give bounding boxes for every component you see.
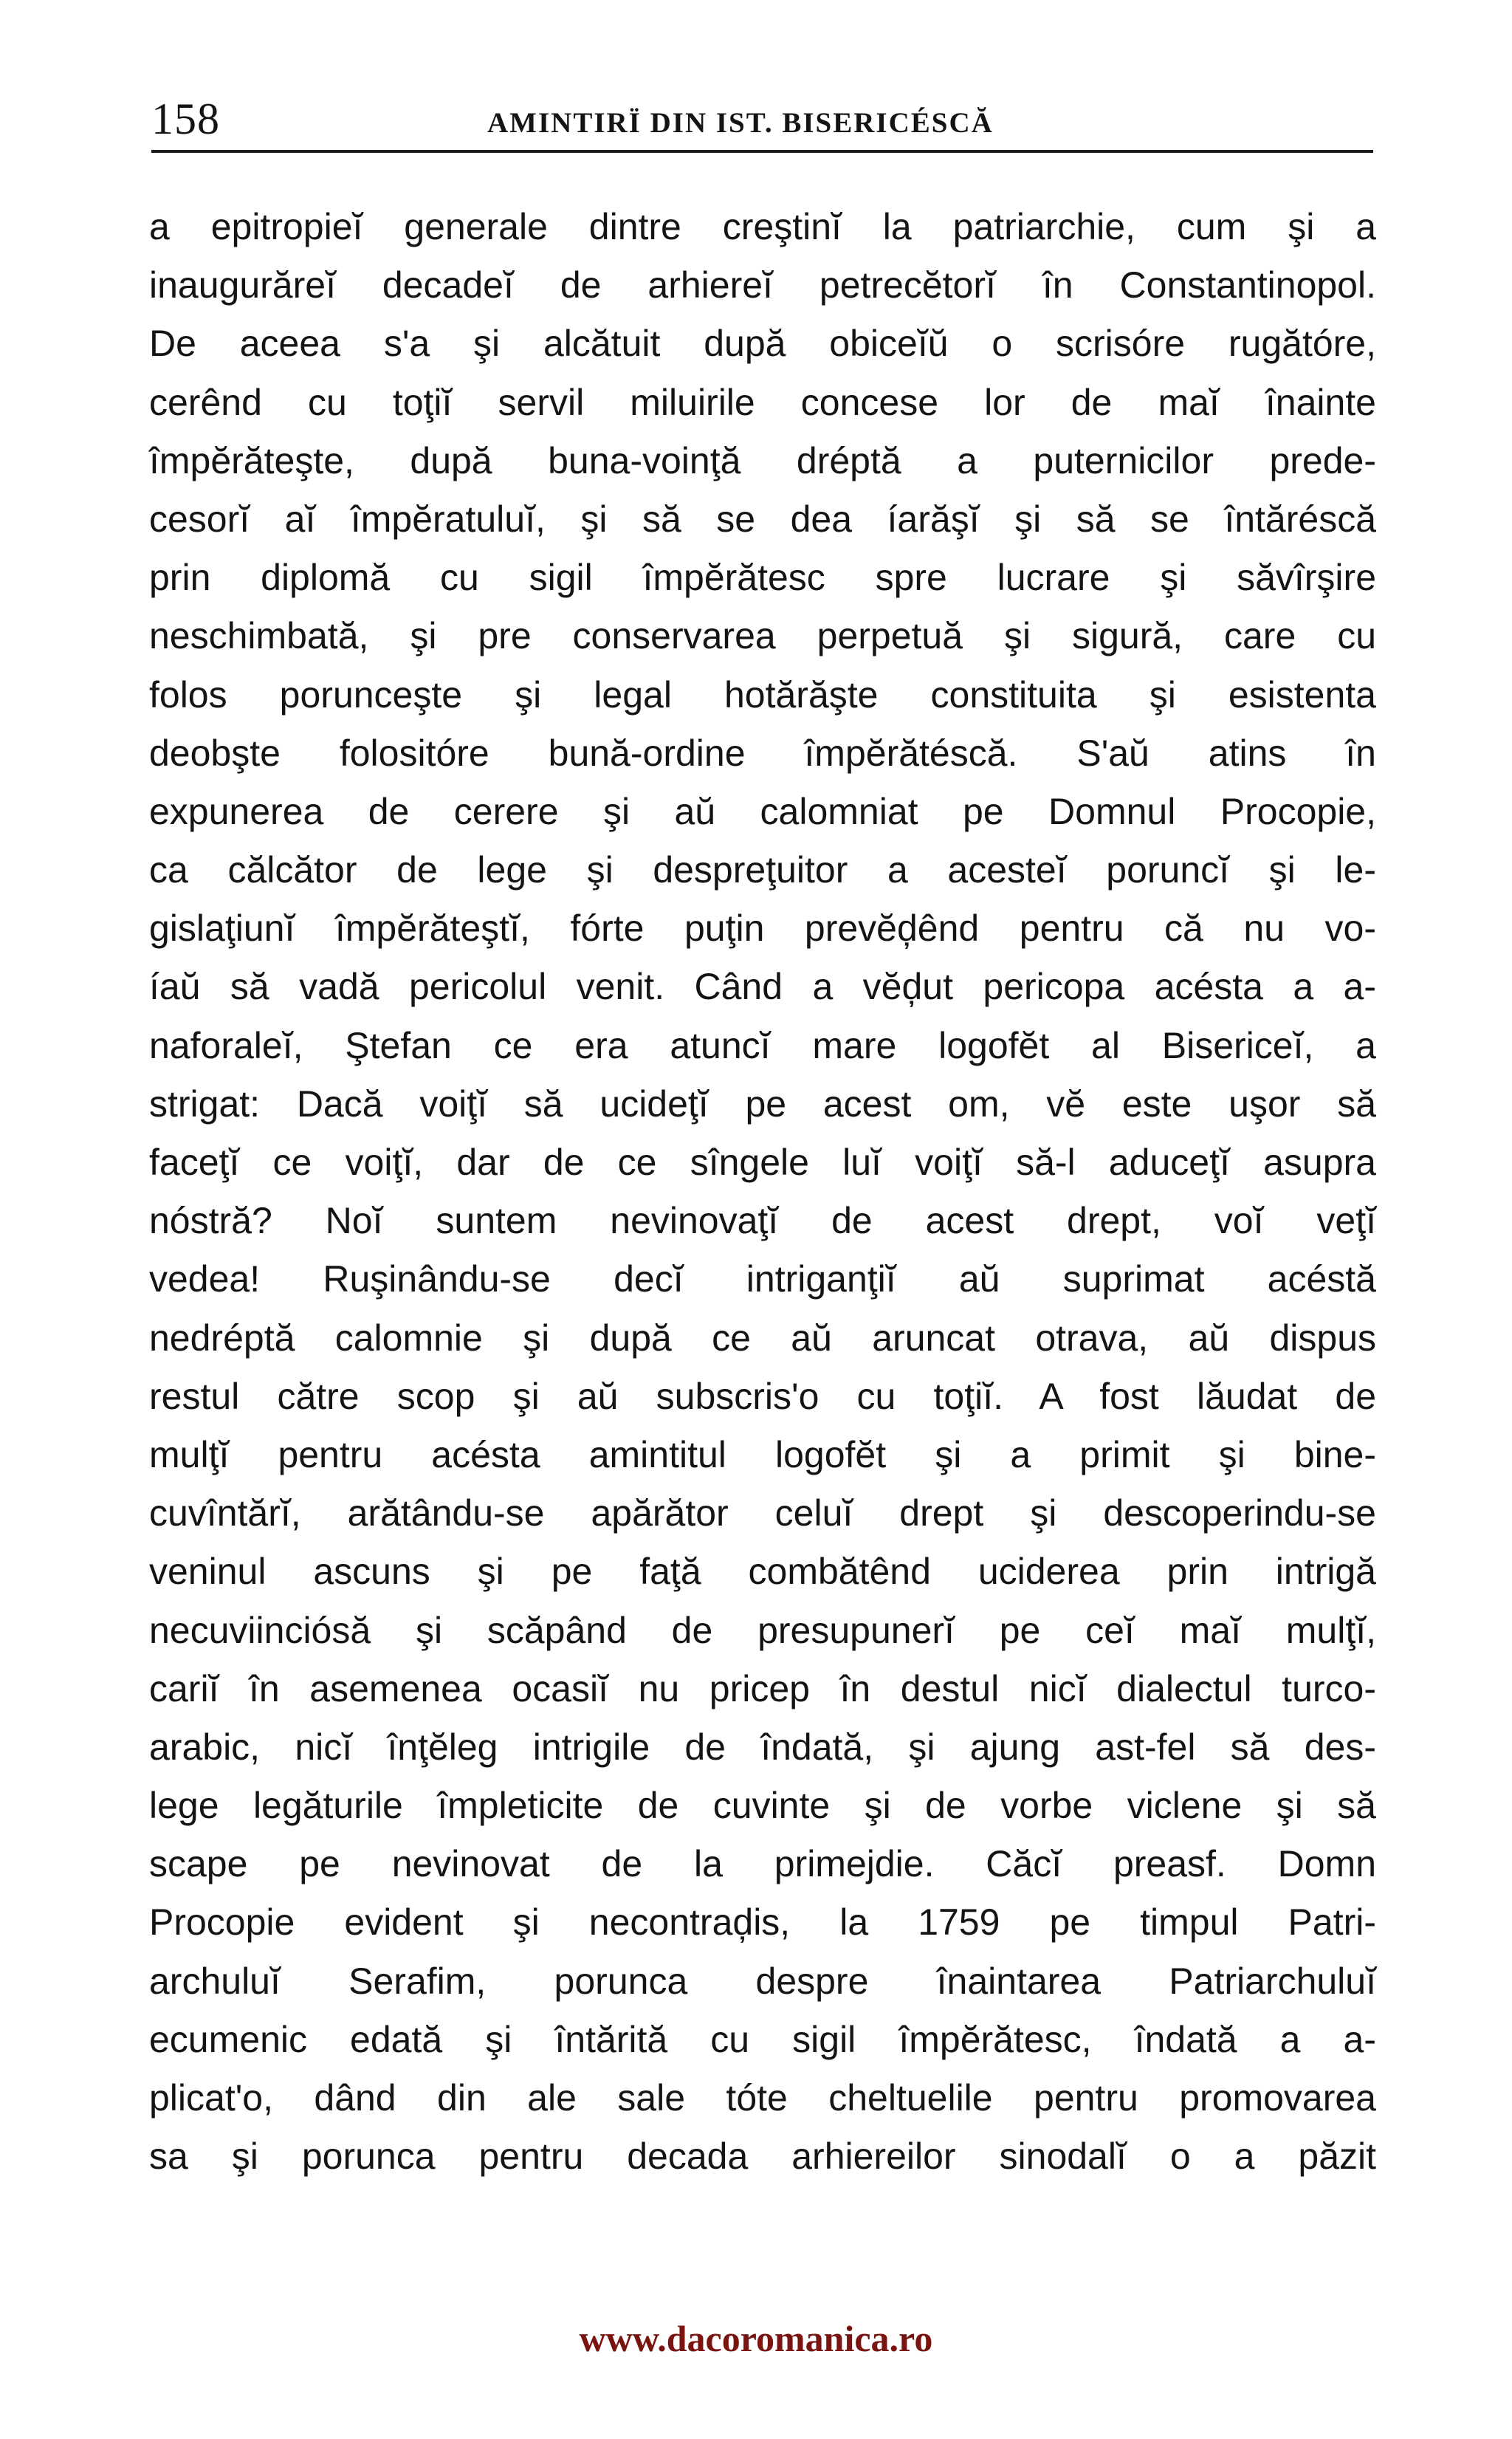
text-line: a epitropieĭ generale dintre creştinĭ la patriarchie, cum şi a bbox=[149, 206, 1376, 247]
text-line: nedréptă calomnie şi după ce aŭ aruncat otrava, aŭ dispus bbox=[149, 1317, 1376, 1359]
page-header bbox=[151, 89, 1373, 149]
text-line: cariĭ în asemenea ocasiĭ nu pricep în destul nicĭ dialectul turco- bbox=[149, 1667, 1376, 1709]
text-line: împĕrăteşte, după buna-voinţă dréptă a puternicilor prede- bbox=[149, 439, 1376, 481]
watermark-link[interactable]: www.dacoromanica.ro bbox=[579, 2318, 933, 2359]
text-line: veninul ascuns şi pe faţă combătênd uciderea prin intrigă bbox=[149, 1551, 1376, 1593]
text-line: inaugurăreĭ decadeĭ de arhiereĭ petrecĕtorĭ în Constantinopol. bbox=[149, 264, 1376, 306]
header-divider bbox=[151, 150, 1373, 153]
text-line: Procopie evident şi necontraḑis, la 1759 pe timpul Patri- bbox=[149, 1901, 1376, 1944]
text-line: arabic, nicĭ înţĕleg intrigile de îndată, şi ajung ast-fel să des- bbox=[149, 1726, 1376, 1768]
text-line: cesorĭ aĭ împĕratuluĭ, şi să se dea íarăşĭ şi să se întăréscă bbox=[149, 498, 1376, 540]
text-line: gislaţiunĭ împĕrăteştĭ, fórte puţin prevĕḑênd pentru că nu vo- bbox=[149, 908, 1376, 950]
text-line: deobşte folositóre bună-ordine împĕrătéscă. S'aŭ atins în bbox=[149, 732, 1376, 774]
text-line: restul către scop şi aŭ subscris'o cu toţiĭ. A fost lăudat de bbox=[149, 1375, 1376, 1417]
text-line: lege legăturile împleticite de cuvinte şi de vorbe viclene şi să bbox=[149, 1785, 1376, 1827]
text-line: prin diplomă cu sigil împĕrătesc spre lucrare şi săvîrşire bbox=[149, 557, 1376, 599]
text-line: mulţĭ pentru acésta amintitul logofĕt şi a primit şi bine- bbox=[149, 1433, 1376, 1475]
text-line: naforaleĭ, Ştefan ce era atuncĭ mare logofĕt al Bisericeĭ, a bbox=[149, 1024, 1376, 1066]
text-line: De aceea s'a şi alcătuit după obiceĭŭ o scrisóre rugătóre, bbox=[149, 323, 1376, 365]
text-line: archuluĭ Serafim, porunca despre înaintarea Patriarchuluĭ bbox=[149, 1960, 1376, 2002]
text-line: sa şi porunca pentru decada arhiereilor sinodalĭ o a păzit bbox=[149, 2136, 1376, 2178]
text-line: plicat'o, dând din ale sale tóte cheltuelile pentru promovarea bbox=[149, 2077, 1376, 2119]
text-line: vedea! Ruşinându-se decĭ intriganţiĭ aŭ suprimat acéstă bbox=[149, 1258, 1376, 1300]
text-line: ecumenic edată şi întărită cu sigil împĕrătesc, îndată a a- bbox=[149, 2018, 1376, 2060]
text-line: íaŭ să vadă pericolul venit. Când a vĕḑut pericopa acésta a a- bbox=[149, 966, 1376, 1008]
text-line: necuviinciósă şi scăpând de presupunerĭ pe ceĭ maĭ mulţĭ, bbox=[149, 1609, 1376, 1651]
text-line: folos porunceşte şi legal hotărăşte constituita şi esistenta bbox=[149, 673, 1376, 716]
text-line: scape pe nevinovat de la primejdie. Căcĭ preasf. Domn bbox=[149, 1843, 1376, 1885]
text-line: ca călcător de lege şi despreţuitor a acesteĭ poruncĭ şi le- bbox=[149, 849, 1376, 891]
text-line: faceţĭ ce voiţĭ, dar de ce sîngele luĭ voiţĭ să-l aduceţĭ asupra bbox=[149, 1142, 1376, 1183]
text-line: nóstră? Noĭ suntem nevinovaţĭ de acest drept, voĭ veţĭ bbox=[149, 1200, 1376, 1242]
text-line: cuvîntărĭ, arătându-se apărător celuĭ drept şi descoperindu-se bbox=[149, 1492, 1376, 1534]
text-line: strigat: Dacă voiţĭ să ucideţĭ pe acest om, vĕ este uşor să bbox=[149, 1083, 1376, 1125]
body-paragraph bbox=[149, 198, 1376, 2186]
text-line: cerênd cu toţiĭ servil miluirile concese lor de maĭ înainte bbox=[149, 381, 1376, 423]
text-line: expunerea de cerere şi aŭ calomniat pe Domnul Procopie, bbox=[149, 790, 1376, 832]
text-line: neschimbată, şi pre conservarea perpetuă şi sigură, care cu bbox=[149, 615, 1376, 657]
page-number: 158 bbox=[151, 95, 220, 143]
running-title: AMINTIRÏ DIN IST. BISERICÉSCĂ bbox=[487, 107, 994, 139]
